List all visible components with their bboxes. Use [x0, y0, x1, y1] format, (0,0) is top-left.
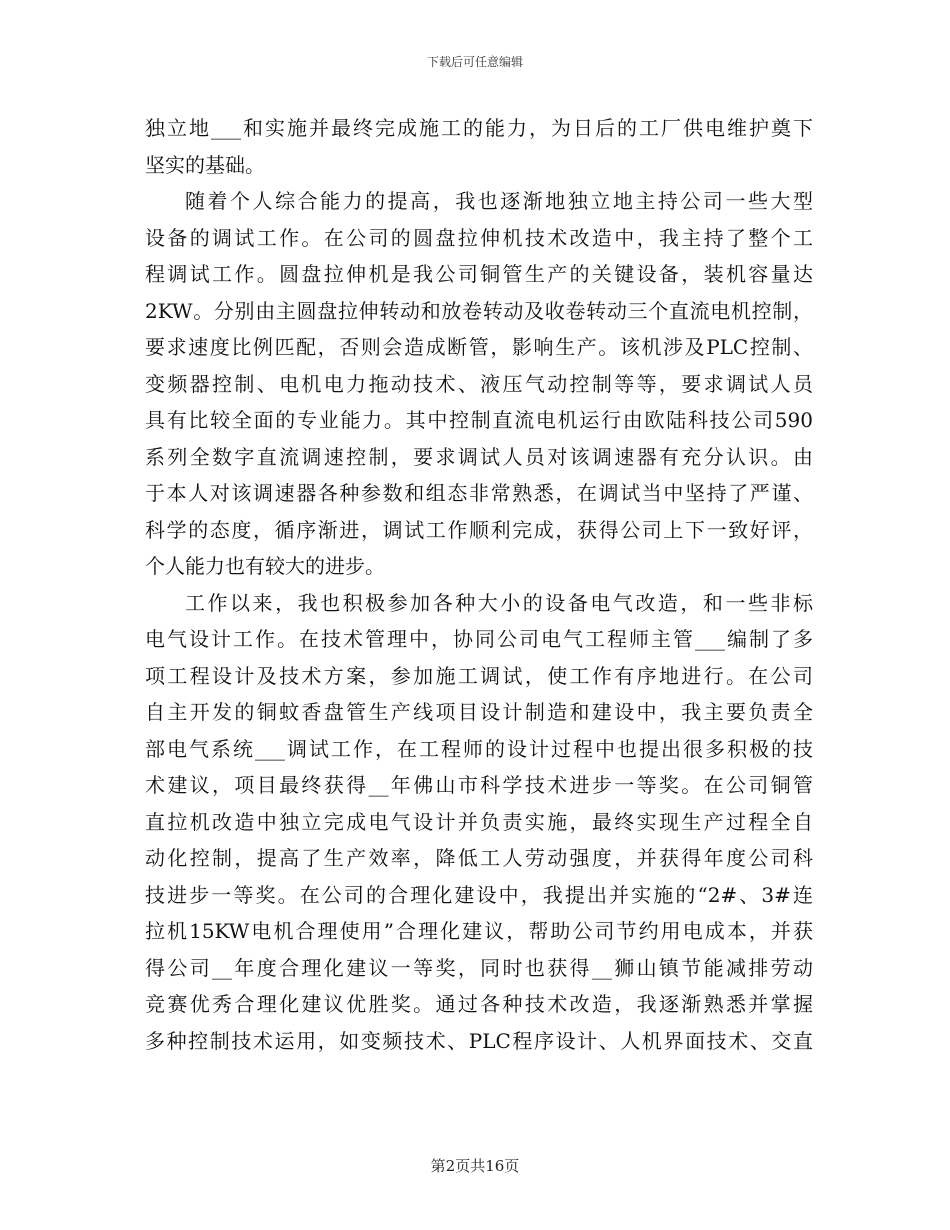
body-line: 技进步一等奖。在公司的合理化建设中，我提出并实施的“2#、3#连 [145, 882, 813, 907]
body-line: 于本人对该调速器各种参数和组态非常熟悉，在调试当中坚持了严谨、 [145, 481, 813, 505]
body-line: 项工程设计及技术方案，参加施工调试，使工作有序地进行。在公司 [145, 663, 813, 688]
body-line: 系列全数字直流调速控制，要求调试人员对该调速器有充分认识。由 [145, 444, 813, 469]
document-body [145, 110, 813, 1059]
body-line: 坚实的基础。 [145, 152, 265, 177]
body-line: 工作以来，我也积极参加各种大小的设备电气改造，和一些非标 [185, 590, 813, 615]
body-line: 动化控制，提高了生产效率，降低工人劳动强度，并获得年度公司科 [145, 846, 813, 870]
body-line: 自主开发的铜蚊香盘管生产线项目设计制造和建设中，我主要负责全 [145, 700, 813, 724]
body-line: 竞赛优秀合理化建议优胜奖。通过各种技术改造，我逐渐熟悉并掌握 [145, 992, 813, 1016]
body-line: 随着个人综合能力的提高，我也逐渐地独立地主持公司一些大型 [185, 189, 813, 213]
body-line: 设备的调试工作。在公司的圆盘拉伸机技术改造中，我主持了整个工 [145, 225, 813, 250]
body-line: 变频器控制、电机电力拖动技术、液压气动控制等等，要求调试人员 [145, 371, 813, 396]
body-line: 拉机15KW电机合理使用”合理化建议，帮助公司节约用电成本，并获 [145, 919, 813, 943]
body-line: 要求速度比例匹配，否则会造成断管，影响生产。该机涉及PLC控制、 [145, 335, 813, 359]
page-number-footer: 第2页共16页 [430, 1157, 520, 1175]
body-line: 多种控制技术运用，如变频技术、PLC程序设计、人机界面技术、交直 [145, 1028, 813, 1053]
body-line: 直拉机改造中独立完成电气设计并负责实施，最终实现生产过程全自 [145, 809, 813, 834]
body-line: 程调试工作。圆盘拉伸机是我公司铜管生产的关键设备，装机容量达 [145, 262, 813, 286]
body-line: 电气设计工作。在技术管理中，协同公司电气工程师主管___编制了多 [145, 627, 813, 651]
body-line: 具有比较全面的专业能力。其中控制直流电机运行由欧陆科技公司590 [145, 408, 813, 432]
body-line: 科学的态度，循序渐进，调试工作顺利完成，获得公司上下一致好评， [145, 517, 813, 542]
body-line: 个人能力也有较大的进步。 [145, 554, 385, 578]
body-line: 得公司__年度合理化建议一等奖，同时也获得__狮山镇节能减排劳动 [145, 955, 813, 980]
body-line: 部电气系统___调试工作，在工程师的设计过程中也提出很多积极的技 [145, 736, 813, 761]
page-header: 下载后可任意编辑 [426, 55, 523, 69]
body-line: 独立地___和实施并最终完成施工的能力，为日后的工厂供电维护奠下 [145, 116, 813, 140]
body-line: 术建议，项目最终获得__年佛山市科学技术进步一等奖。在公司铜管 [145, 773, 813, 797]
body-line: 2KW。分别由主圆盘拉伸转动和放卷转动及收卷转动三个直流电机控制， [145, 298, 813, 323]
